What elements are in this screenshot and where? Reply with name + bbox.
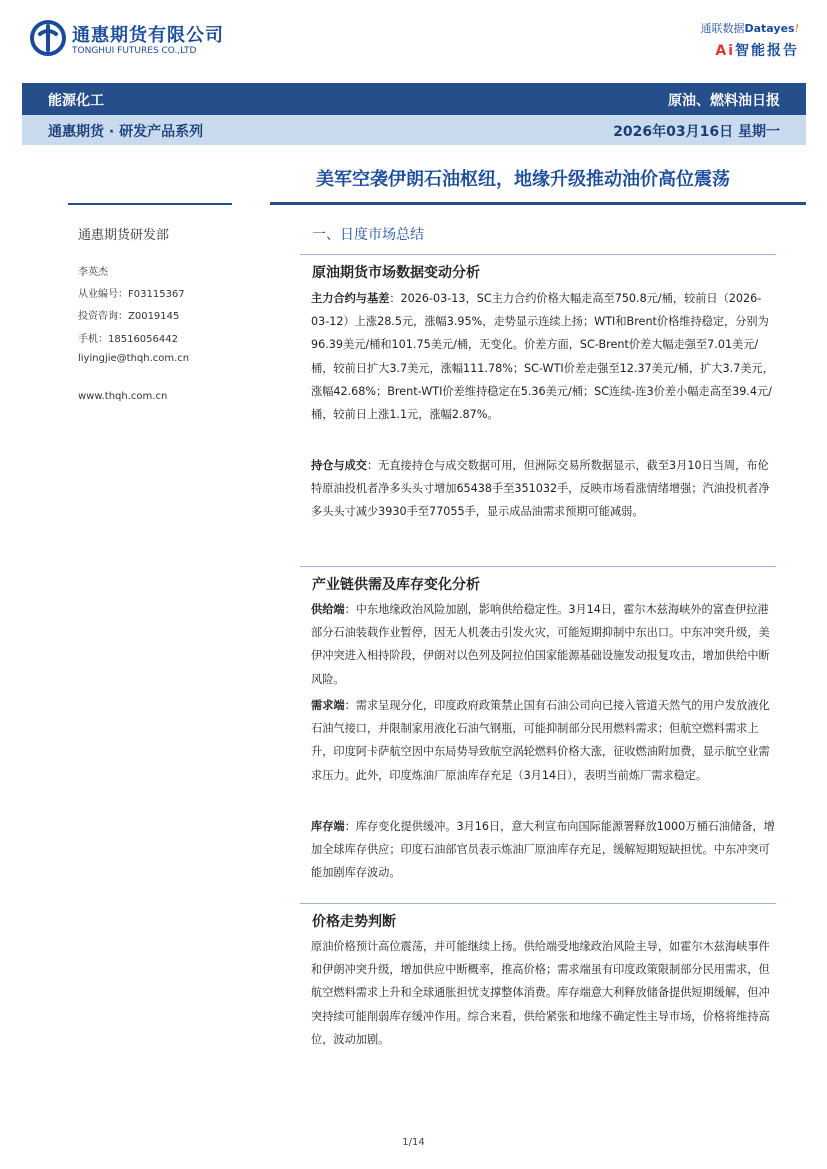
company-website[interactable]: www.thqh.com.cn bbox=[78, 391, 168, 402]
company-logo-icon bbox=[30, 20, 66, 56]
section-heading: 一、日度市场总结 bbox=[312, 227, 424, 243]
author-name: 李英杰 bbox=[78, 267, 108, 278]
brand-datayes: Datayes bbox=[744, 22, 795, 35]
paragraph-lead: 供给端 bbox=[311, 603, 345, 616]
card-title-supply-demand: 产业链供需及库存变化分析 bbox=[312, 577, 480, 593]
card-divider bbox=[300, 903, 776, 904]
consult-number: 投资咨询：Z0019145 bbox=[78, 311, 180, 322]
ai-report-label bbox=[701, 40, 800, 60]
brand-cn: 通联数据 bbox=[700, 22, 745, 35]
ai-report-text: 智能报告 bbox=[735, 43, 799, 59]
paragraph-text: ：2026-03-13，SC主力合约价格大幅走高至750.8元/桶，较前日（2026-03-12）上涨28.5元，涨幅3.95%，走势显示连续上扬；WTI和Brent价格维持稳定，分别为96.39美元/桶和101.75美元/桶，无变化。价差方面，SC-Brent价差大幅走强至7.01美元/桶，较前日扩大3.7美元，涨幅111.78%；SC-WTI价差走强至12.37美元/桶，扩大3.7美元，涨幅42.68%；Brent-WTI价差维持稳定在5.36美元/桶；SC连续-连3价差小幅走高至39.4元/桶，较前日上涨1.1元，涨幅2.87%。 bbox=[311, 292, 774, 422]
paragraph-text: ：需求呈现分化，印度政府政策禁止国有石油公司向已接入管道天然气的用户发放液化石油气接口，并限制家用液化石油气钢瓶，可能抑制部分民用燃料需求；但航空燃料需求上升，印度阿卡萨航空因中东局势导致航空涡轮燃料价格大涨，征收燃油附加费，显示航空业需求压力。此外，印度炼油厂原油库存充足（3月14日），表明当前炼厂需求稳定。 bbox=[311, 699, 770, 782]
report-date: 2026年03月16日 星期一 bbox=[613, 124, 780, 140]
company-logo bbox=[30, 18, 250, 60]
paragraph-inventory bbox=[311, 815, 777, 885]
license-number: 从业编号：F03115367 bbox=[78, 289, 185, 300]
paragraph-lead: 持仓与成交 bbox=[311, 459, 367, 472]
paragraph-demand bbox=[311, 694, 777, 787]
paragraph-positions bbox=[311, 454, 777, 524]
report-title: 美军空袭伊朗石油枢纽，地缘升级推动油价高位震荡 bbox=[316, 169, 730, 190]
paragraph-price-outlook: 原油价格预计高位震荡，并可能继续上扬。供给端受地缘政治风险主导，如霍尔木兹海峡事件和伊朗冲突升级，增加供应中断概率，推高价格；需求端虽有印度政策限制部分民用需求，但航空燃料需求上升和全球通胀担忧支撑整体消费。库存端意大利释放储备提供短期缓解，但冲突持续可能削弱库存缓冲作用。综合来看，供给紧张和地缘不确定性主导市场，价格将维持高位，波动加剧。 bbox=[311, 940, 770, 1046]
card-divider bbox=[300, 254, 776, 255]
phone-number: 手机：18516056442 bbox=[78, 334, 178, 345]
ai-mark: Ai bbox=[715, 43, 735, 59]
series-label: 通惠期货 · 研发产品系列 bbox=[48, 124, 204, 140]
paragraph-text: ：无直接持仓与成交数据可用，但洲际交易所数据显示，截至3月10日当周，布伦特原油投机者净多头头寸增加65438手至351032手，反映市场看涨情绪增强；汽油投机者净多头头寸减少3930手至77055手，显示成品油需求预期可能减弱。 bbox=[311, 459, 770, 519]
sidebar-department: 通惠期货研发部 bbox=[78, 228, 170, 243]
paragraph-text: ：中东地缘政治风险加剧，影响供给稳定性。3月14日，霍尔木兹海峡外的富查伊拉港部分石油装载作业暂停，因无人机袭击引发火灾，可能短期抑制中东出口。中东冲突升级，美伊冲突进入相持阶段，伊朗对以色列及阿拉伯国家能源基础设施发动报复攻击，增加供给中断风险。 bbox=[311, 603, 770, 686]
card-title-futures-data: 原油期货市场数据变动分析 bbox=[312, 265, 480, 281]
category-band bbox=[22, 83, 806, 115]
datayes-logo bbox=[701, 20, 800, 36]
sidebar-divider bbox=[68, 203, 232, 205]
company-name-en: TONGHUI FUTURES CO.,LTD bbox=[72, 46, 197, 56]
card-title-price-outlook: 价格走势判断 bbox=[312, 914, 396, 930]
datayes-brand bbox=[701, 20, 800, 60]
paragraph-supply bbox=[311, 598, 777, 691]
company-name-cn: 通惠期货有限公司 bbox=[72, 25, 224, 46]
page-number: 1/14 bbox=[402, 1137, 425, 1148]
report-type-label: 原油、燃料油日报 bbox=[668, 93, 780, 109]
author-email[interactable]: liyingjie@thqh.com.cn bbox=[78, 353, 190, 364]
series-band bbox=[22, 115, 806, 145]
paragraph-lead: 主力合约与基差 bbox=[311, 292, 390, 305]
brand-exclamation: ! bbox=[794, 22, 799, 35]
category-label: 能源化工 bbox=[48, 93, 104, 109]
card-divider bbox=[300, 566, 776, 567]
paragraph-contract-basis bbox=[311, 287, 777, 426]
paragraph-text: ：库存变化提供缓冲。3月16日，意大利宣布向国际能源署释放1000万桶石油储备，增加全球库存供应；印度石油部官员表示炼油厂原油库存充足，缓解短期短缺担忧。中东冲突可能加剧库存波动。 bbox=[311, 820, 775, 880]
paragraph-lead: 需求端 bbox=[311, 699, 345, 712]
title-divider bbox=[270, 202, 806, 205]
paragraph-lead: 库存端 bbox=[311, 820, 345, 833]
